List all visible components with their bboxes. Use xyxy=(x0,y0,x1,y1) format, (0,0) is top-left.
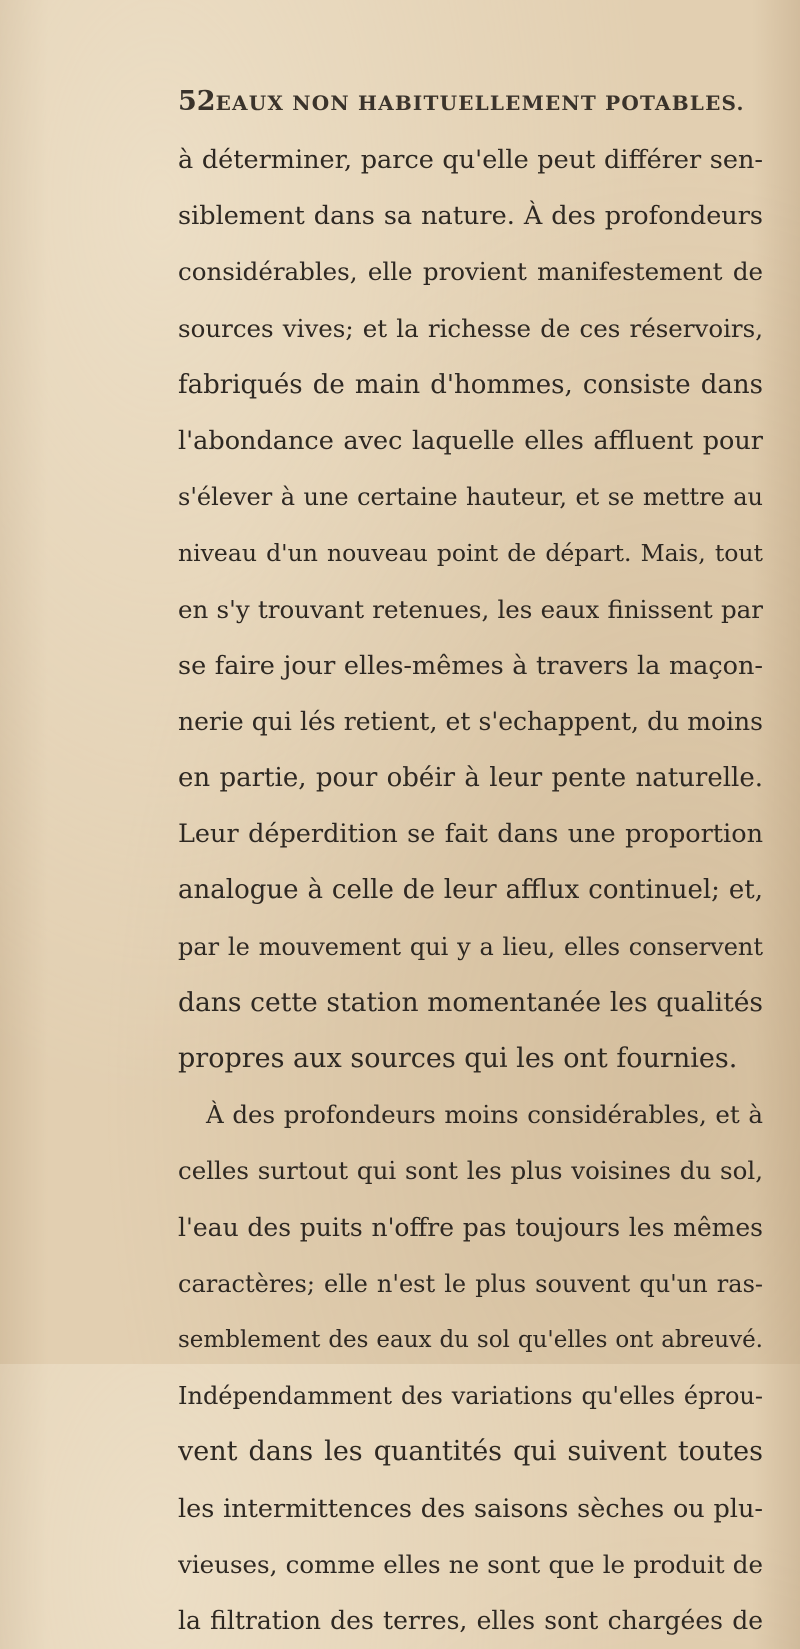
text-line: analogue à celle de leur afflux continuel; et, xyxy=(178,875,763,906)
text-line: celles surtout qui sont les plus voisines du sol, xyxy=(178,1156,763,1186)
text-line: semblement des eaux du sol qu'elles ont abreuvé. xyxy=(178,1326,763,1353)
text-line: en partie, pour obéir à leur pente naturelle. xyxy=(178,763,763,794)
text-line: nerie qui lés retient, et s'echappent, du moins xyxy=(178,706,763,736)
page-number: 52 xyxy=(178,86,216,117)
text-line: la filtration des terres, elles sont chargées de xyxy=(178,1605,763,1635)
text-line: s'élever à une certaine hauteur, et se mettre au xyxy=(178,483,763,512)
text-line: sources vives; et la richesse de ces réservoirs, xyxy=(178,313,763,343)
text-line: propres aux sources qui les ont fournies. xyxy=(178,1043,738,1074)
text-line: se faire jour elles-mêmes à travers la maçon- xyxy=(178,650,763,681)
text-line: vieuses, comme elles ne sont que le produit de xyxy=(178,1549,763,1579)
text-line: considérables, elle provient manifestement de xyxy=(178,257,763,287)
text-line: en s'y trouvant retenues, les eaux finissent par xyxy=(178,594,763,624)
text-line: vent dans les quantités qui suivent toutes xyxy=(178,1436,763,1468)
text-line: dans cette station momentanée les qualités xyxy=(178,986,763,1018)
text-line: l'abondance avec laquelle elles affluent pour xyxy=(178,425,763,456)
text-line: fabriqués de main d'hommes, consiste dans xyxy=(178,369,763,400)
text-line: les intermittences des saisons sèches ou plu- xyxy=(178,1493,763,1524)
running-head xyxy=(178,86,745,126)
text-line: par le mouvement qui y a lieu, elles conservent xyxy=(178,932,763,961)
text-line: siblement dans sa nature. À des profondeurs xyxy=(178,201,763,232)
text-line: l'eau des puits n'offre pas toujours les mêmes xyxy=(178,1212,763,1242)
text-line: caractères; elle n'est le plus souvent qu'un ras- xyxy=(178,1269,763,1298)
paragraph-start-line: À des profondeurs moins considérables, et à xyxy=(206,1100,763,1130)
text-line: Indépendamment des variations qu'elles éprou- xyxy=(178,1382,763,1411)
body-text xyxy=(178,132,763,1649)
text-line: niveau d'un nouveau point de départ. Mais, tout xyxy=(178,539,763,568)
text-line: à déterminer, parce qu'elle peut différer sen- xyxy=(178,145,763,175)
text-line: Leur déperdition se fait dans une proportion xyxy=(178,819,763,850)
running-title: EAUX NON HABITUELLEMENT POTABLES. xyxy=(215,91,745,115)
